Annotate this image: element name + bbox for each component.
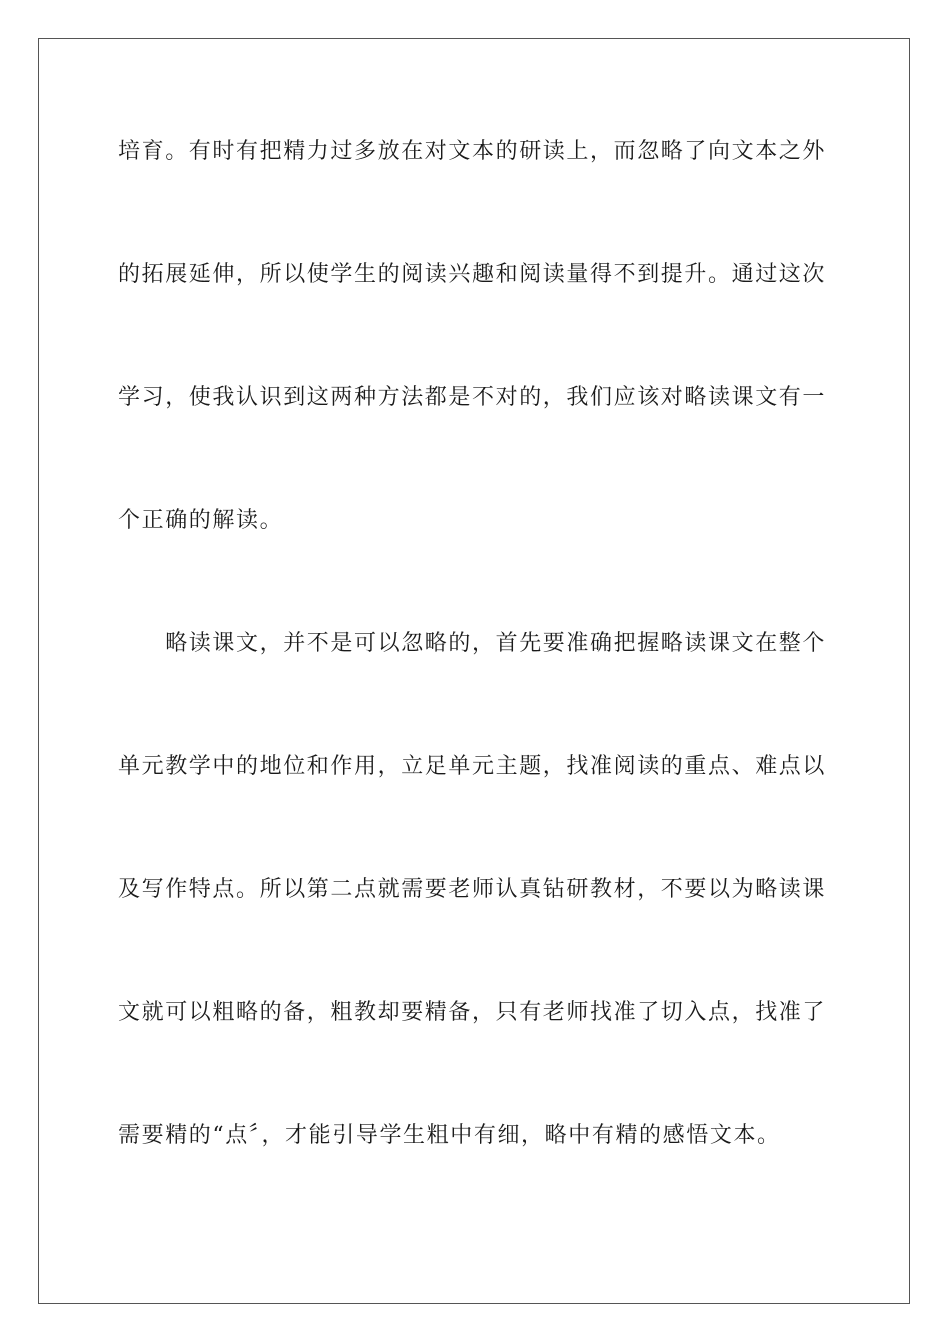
page-border: [38, 38, 910, 1304]
paragraph-line-8: 文就可以粗略的备，粗教却要精备，只有老师找准了切入点，找准了: [118, 1000, 827, 1025]
paragraph-line-1: 培育。有时有把精力过多放在对文本的研读上，而忽略了向文本之外: [118, 139, 827, 164]
paragraph-line-9: 需要精的“点〞，才能引导学生粗中有细，略中有精的感悟文本。: [118, 1123, 781, 1148]
paragraph-line-6: 单元教学中的地位和作用，立足单元主题，找准阅读的重点、难点以: [118, 754, 827, 779]
paragraph-line-4: 个正确的解读。: [118, 508, 284, 533]
paragraph-line-7: 及写作特点。所以第二点就需要老师认真钻研教材，不要以为略读课: [118, 877, 827, 902]
paragraph-line-2: 的拓展延伸，所以使学生的阅读兴趣和阅读量得不到提升。通过这次: [118, 262, 827, 287]
paragraph-line-5: 略读课文，并不是可以忽略的，首先要准确把握略读课文在整个: [118, 631, 827, 656]
paragraph-line-3: 学习，使我认识到这两种方法都是不对的，我们应该对略读课文有一: [118, 385, 827, 410]
